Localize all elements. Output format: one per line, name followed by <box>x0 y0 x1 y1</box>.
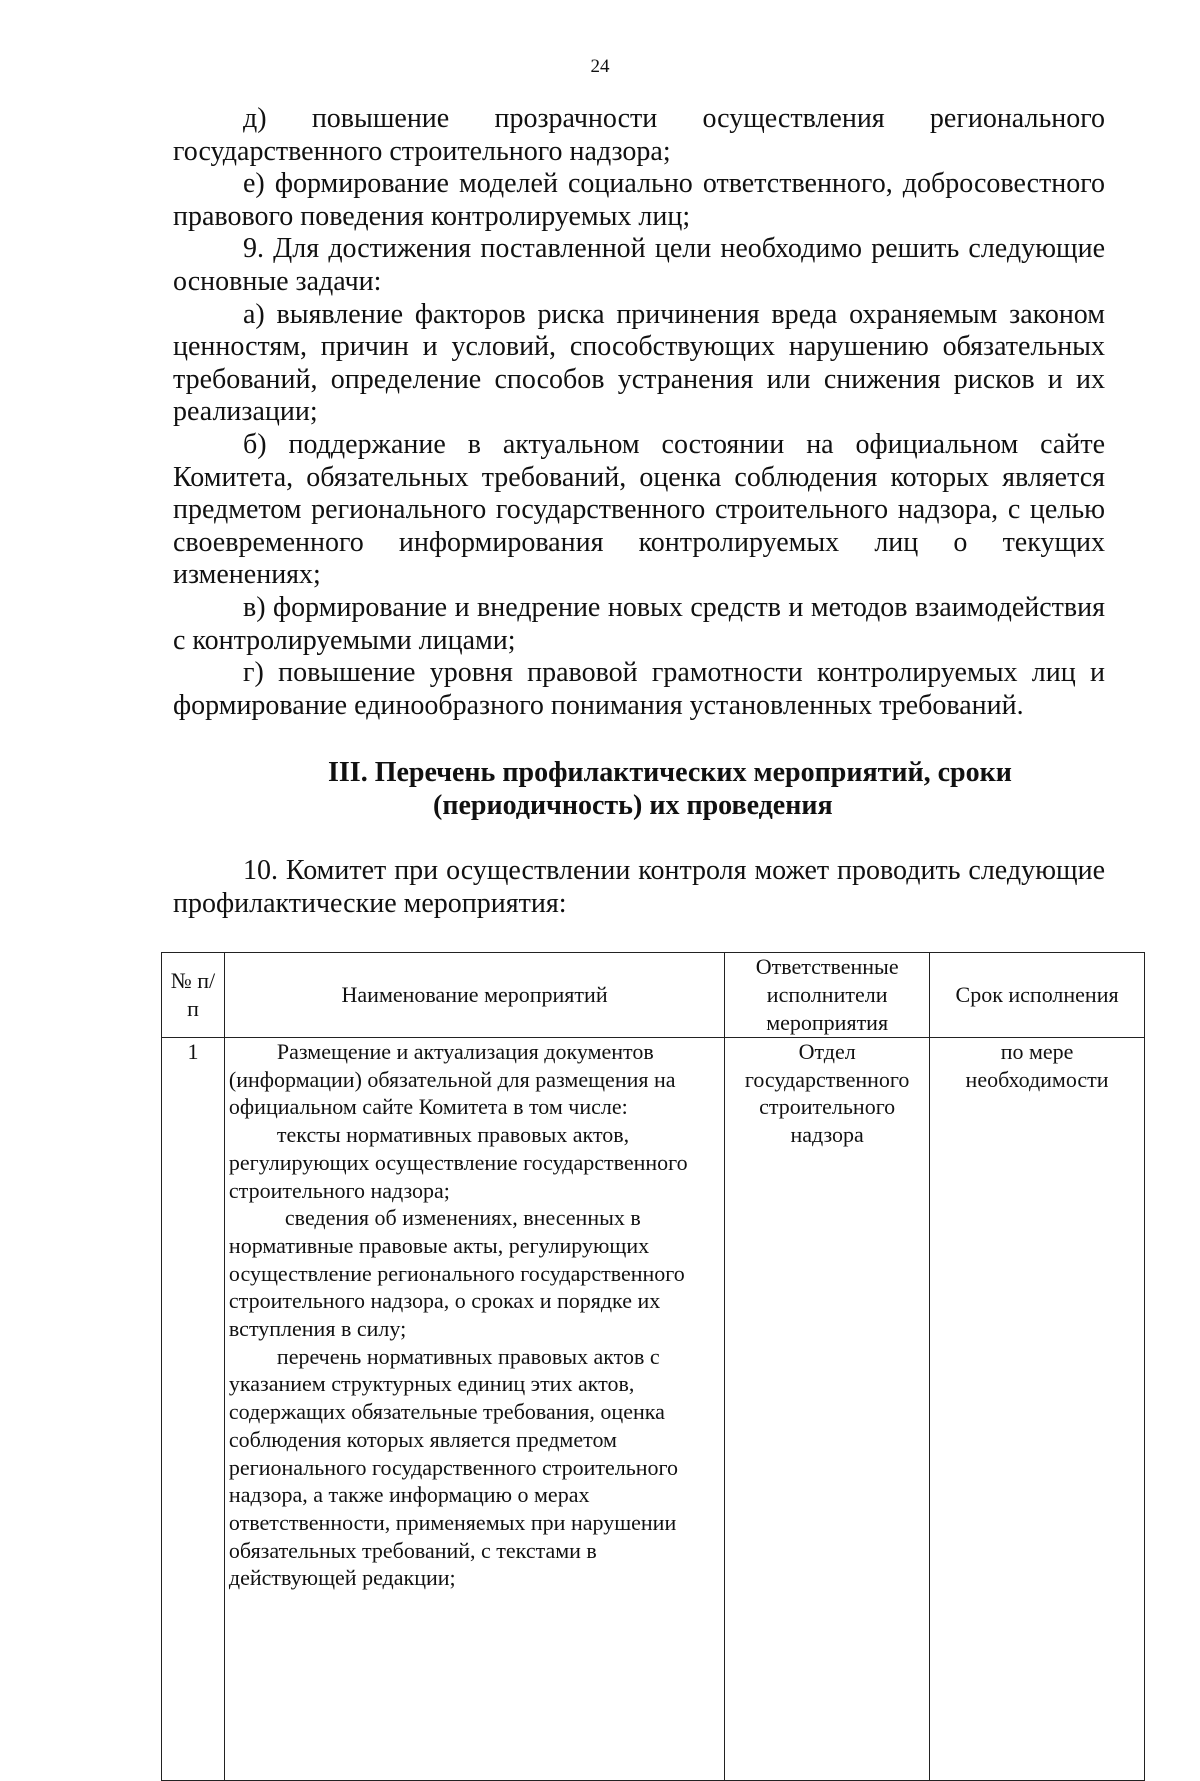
header-responsible: Ответственные исполнители мероприятия <box>725 953 930 1038</box>
row-name-line: сведения об изменениях, внесенных в нормативные правовые акты, регулирующих осуществление регионального государственного строительного надзора, о сроках и порядке их вступления в силу; <box>228 1205 685 1342</box>
paragraph-g: г) повышение уровня правовой грамотности контролируемых лиц и формирование единообразного понимания установленных требований. <box>173 657 1105 721</box>
page-number: 24 <box>590 56 610 77</box>
header-term: Срок исполнения <box>930 953 1145 1038</box>
header-name: Наименование мероприятий <box>224 953 724 1038</box>
table-header-row <box>162 953 1145 1038</box>
paragraph-a: а) выявление факторов риска причинения вреда охраняемым законом ценностям, причин и условий, способствующих нарушению обязательных требований, определение способов устранения или снижения рисков и их реализации; <box>173 298 1105 428</box>
paragraph-e: е) формирование моделей социально ответственного, добросовестного правового поведения контролируемых лиц; <box>173 168 1105 232</box>
paragraph-10: 10. Комитет при осуществлении контроля может проводить следующие профилактические мероприятия: <box>173 855 1105 919</box>
measures-table <box>161 952 1145 1781</box>
paragraph-9: 9. Для достижения поставленной цели необходимо решить следующие основные задачи: <box>173 233 1105 297</box>
row-name <box>224 1038 724 1781</box>
section-intro <box>173 855 1105 920</box>
row-name-line: перечень нормативных правовых актов с указанием структурных единиц этих актов, содержащих обязательные требования, оценка соблюдения которых является предметом регионального государственного строительного надзора, а также информацию о мерах ответственности, применяемых при нарушении обязательных требований, с текстами в действующей редакции; <box>228 1343 679 1591</box>
section-title-line-2: (периодичность) их проведения <box>433 789 833 821</box>
row-responsible: Отдел государственного строительного надзора <box>725 1038 930 1781</box>
row-num: 1 <box>162 1038 225 1781</box>
body-text <box>173 103 1105 722</box>
row-name-line: Размещение и актуализация документов (информации) обязательной для размещения на официальном сайте Комитета в том числе: <box>228 1039 676 1120</box>
row-name-line: тексты нормативных правовых актов, регулирующих осуществление государственного строительного надзора; <box>228 1122 688 1203</box>
row-term: по мере необходимости <box>930 1038 1145 1781</box>
paragraph-v: в) формирование и внедрение новых средств и методов взаимодействия с контролируемыми лицами; <box>173 591 1105 656</box>
header-num: № п/п <box>162 953 225 1038</box>
paragraph-b: б) поддержание в актуальном состоянии на официальном сайте Комитета, обязательных требований, оценка соблюдения которых является предметом регионального государственного строительного надзора, с целью своевременного информирования контролируемых лиц о текущих изменениях; <box>173 428 1105 591</box>
section-heading <box>173 757 1105 822</box>
section-title-line-1: III. Перечень профилактических мероприятий, сроки <box>328 757 1012 788</box>
paragraph-d: д) повышение прозрачности осуществления регионального государственного строительного надзора; <box>173 103 1105 167</box>
table-row <box>162 1038 1145 1781</box>
